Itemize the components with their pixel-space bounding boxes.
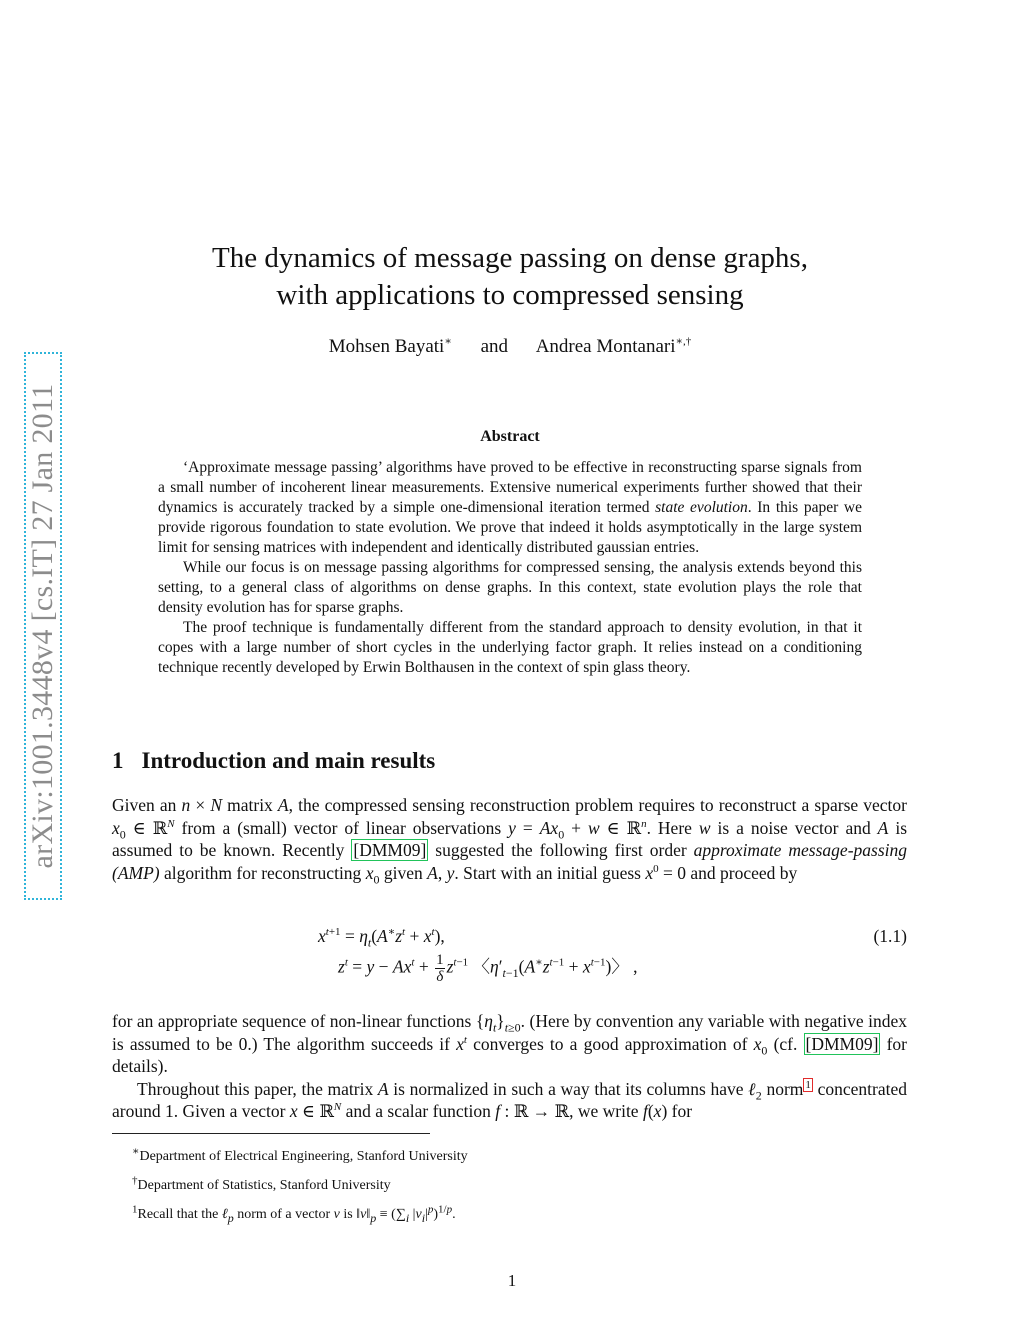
amp-term: approximate message-passing (AMP) xyxy=(112,840,908,883)
author-bayati: Mohsen Bayati xyxy=(328,336,445,357)
arxiv-identifier-stamp xyxy=(24,352,62,900)
citation-link-dmm09[interactable]: [DMM09] xyxy=(353,840,427,861)
abstract-heading: Abstract xyxy=(480,428,540,445)
footnote-divider xyxy=(112,1133,430,1134)
abstract-body xyxy=(158,458,862,678)
abstract-p1-text-a: ‘Approximate message passing’ algorithms have proved to be effective in reconstructing sparse signals from a small number of incoherent linear measurements. Extensive numerical experiments further showed that their dynamics is accurately tracked by a simple one-dimensional iteration termed xyxy=(158,459,862,516)
section-heading-introduction xyxy=(112,748,435,774)
footnote-affiliation-2: †Department of Statistics, Stanford University xyxy=(132,1174,391,1193)
abstract-p1-emphasis: state evolution xyxy=(655,499,748,516)
arxiv-identifier: arXiv:1001.3448v4 [cs.IT] 27 Jan 2011 xyxy=(26,383,59,869)
footnote-affiliation-1-text: Department of Electrical Engineering, Stanford University xyxy=(139,1149,468,1164)
paper-title xyxy=(160,240,860,314)
author-bayati-affiliation-mark: ∗ xyxy=(444,335,452,348)
footnote-1-link[interactable]: 1 xyxy=(805,1078,811,1091)
abstract-paragraph-2: While our focus is on message passing algorithms for compressed sensing, the analysis extends beyond this setting, to a general class of algorithms on dense graphs. In this context, state evolution plays the role that density evolution has for sparse graphs. xyxy=(158,559,862,616)
author-montanari-affiliation-mark: ∗,† xyxy=(675,335,692,348)
author-list xyxy=(160,336,860,358)
citation-link-dmm09-second[interactable]: [DMM09] xyxy=(805,1033,879,1054)
intro-paragraph-2: for an appropriate sequence of non-linear functions $\{\eta_t\}_{t\ge 0}$. (Here by convention any variable with negative index is assumed to be 0.) The algorithm succeeds if $x^t$ converges to a good approximation of $x_0$ (cf. [DMM09] for details). Throughout this paper, the matrix A is normalized in such a way that its columns have ℓ$_2$ norm $^1$ concentrated around 1. Given a vector x ∈ ℝ$^N$ and a scalar function f : ℝ → ℝ, we write f(x) for xyxy=(112,1011,907,1122)
fraction-one-over-delta: $\frac{1}{\delta}$ xyxy=(436,952,444,985)
page-number: 1 xyxy=(507,1271,517,1290)
abstract-paragraph-1 xyxy=(158,458,862,558)
section-number: 1 xyxy=(112,748,124,773)
title-line-2: with applications to compressed sensing xyxy=(276,279,744,311)
title-line-1: The dynamics of message passing on dense graphs, xyxy=(212,242,808,274)
footnote-affiliation-2-text: Department of Statistics, Stanford University xyxy=(137,1178,391,1193)
author-montanari: Andrea Montanari xyxy=(535,336,676,357)
author-conjunction: and xyxy=(480,336,508,357)
footnote-1: $^1$Recall that the ℓ$_p$ norm of a vector v is $‖v‖_p \equiv (\sum_i$ $|v_i|^p)^{1/p}$. xyxy=(132,1203,456,1225)
intro-paragraph-1: Given an n × N matrix A, the compressed sensing reconstruction problem requires to reconstruct a sparse vector $x_0$ ∈ ℝ$^N$ from a (small) vector of linear observations $y = Ax_0 + w$ ∈ ℝ$^n$. Here w is a noise vector and A is assumed to be known. Recently [DMM09] suggested the following first order approximate message-passing (AMP) algorithm for reconstructing $x_0$ given A, y. Start with an initial guess $x^0 = 0$ and proceed by xyxy=(112,795,908,887)
abstract-p1-text-b: . In this paper we provide rigorous foundation to state evolution. We prove that indeed it holds asymptotically in the large system limit for sensing matrices with independent and identically distributed gaussian entries. xyxy=(158,499,862,556)
footnote-1-text: Recall that the xyxy=(137,1207,219,1222)
abstract-paragraph-3: The proof technique is fundamentally different from the standard approach to density evolution, in that it copes with a large number of short cycles in the underlying factor graph. It relies instead on a conditioning technique recently developed by Erwin Bolthausen in the context of spin glass theory. xyxy=(158,619,862,676)
section-title: Introduction and main results xyxy=(141,748,436,773)
footnote-affiliation-1: ∗Department of Electrical Engineering, Stanford University xyxy=(132,1145,468,1164)
equation-label: (1.1) xyxy=(873,926,907,946)
